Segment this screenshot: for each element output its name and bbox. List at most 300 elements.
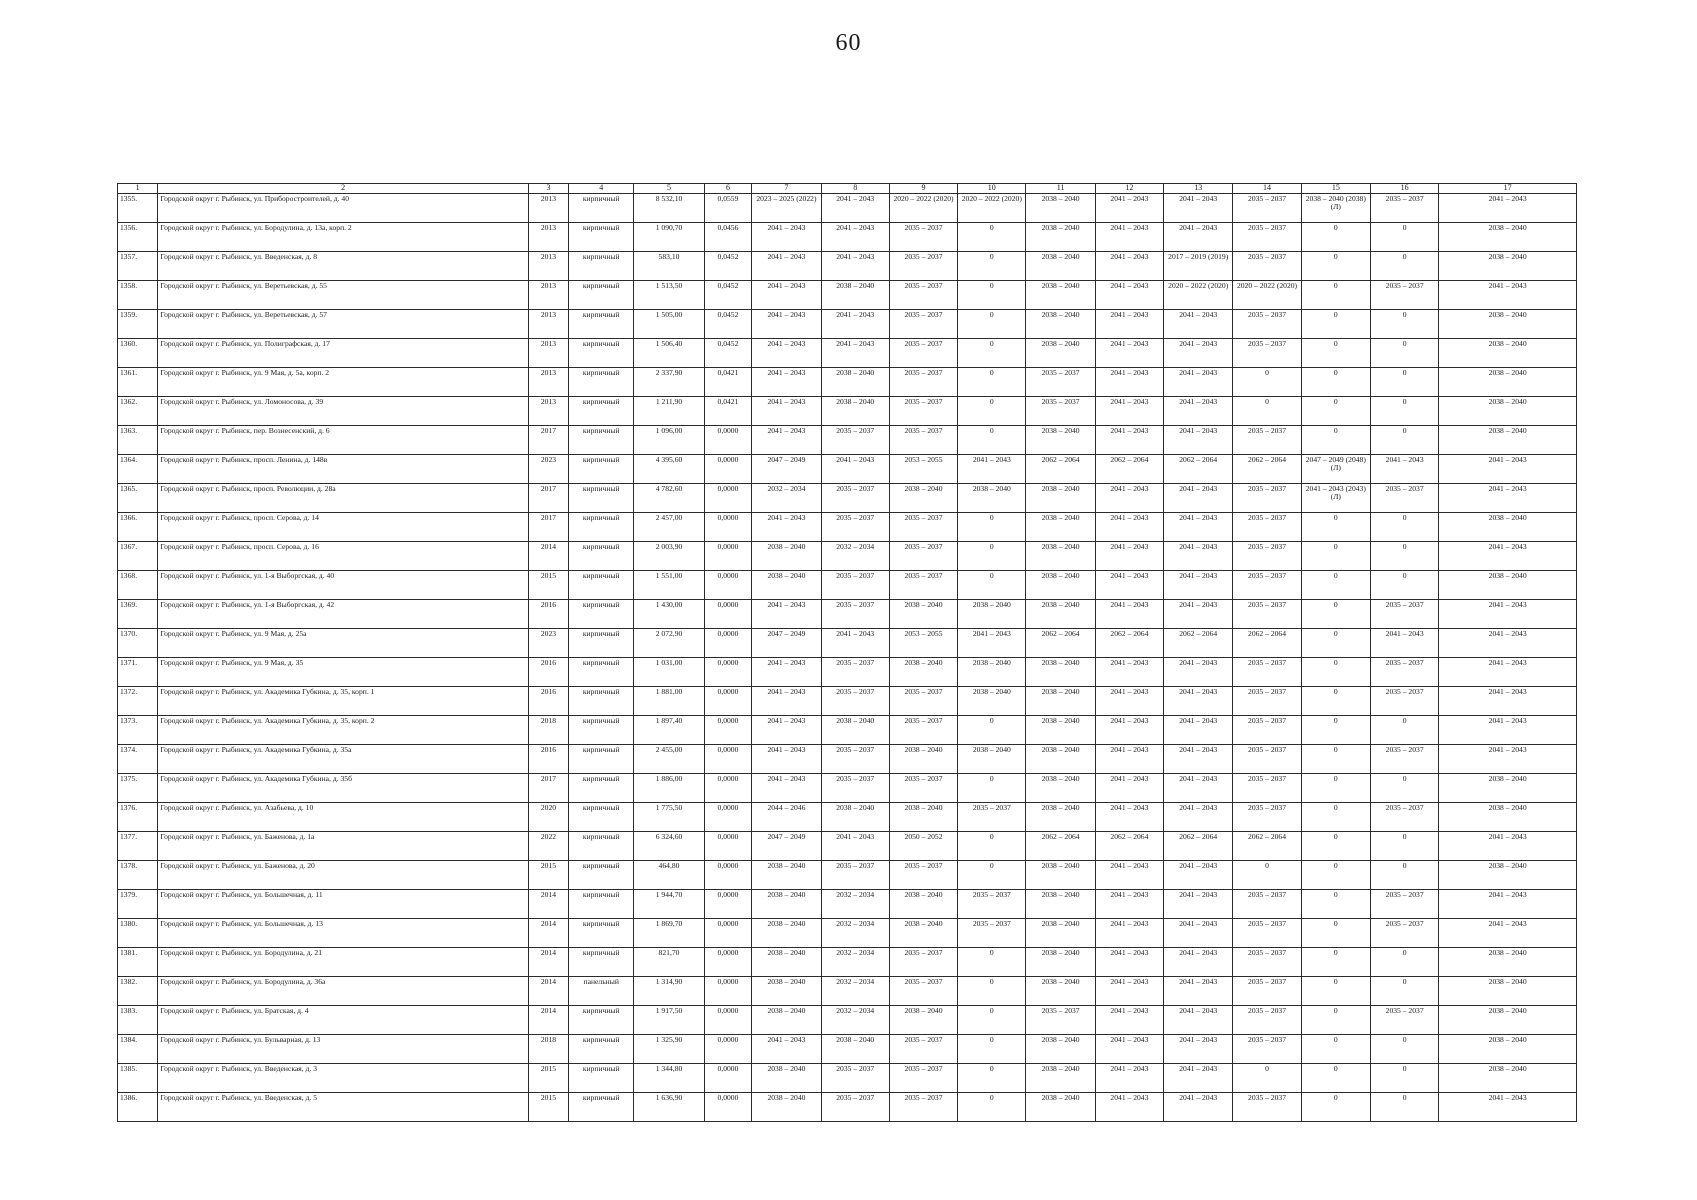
table-cell: 2041 – 2043 (752, 339, 821, 368)
table-cell: 0,0000 (704, 832, 752, 861)
table-cell: 2041 – 2043 (752, 716, 821, 745)
table-cell: 2038 – 2040 (1026, 716, 1095, 745)
table-cell: 2035 – 2037 (1233, 919, 1301, 948)
table-row (118, 426, 1577, 455)
table-cell: 2035 – 2037 (889, 861, 957, 890)
column-number: 10 (958, 184, 1026, 194)
table-cell: кирпичный (569, 368, 634, 397)
table-cell: 1380. (118, 919, 158, 948)
table-row (118, 310, 1577, 339)
column-number: 15 (1301, 184, 1370, 194)
table-cell: 2032 – 2034 (821, 919, 889, 948)
table-cell: кирпичный (569, 803, 634, 832)
table-cell: 2041 – 2043 (1164, 658, 1233, 687)
table-cell: 2020 (528, 803, 568, 832)
table-cell: 2041 – 2043 (1095, 803, 1163, 832)
table-cell: 2038 – 2040 (1026, 774, 1095, 803)
table-cell: 2035 – 2037 (1370, 687, 1438, 716)
table-cell: 0 (958, 774, 1026, 803)
table-cell: 1 325,90 (634, 1035, 704, 1064)
table-cell: 2038 – 2040 (889, 600, 957, 629)
table-row (118, 368, 1577, 397)
table-cell: 2041 – 2043 (958, 629, 1026, 658)
table-cell: 2038 – 2040 (1439, 977, 1577, 1006)
table-cell: 2041 – 2043 (1095, 542, 1163, 571)
table-cell: 2047 – 2049 (2048) (Л) (1301, 455, 1370, 484)
table-cell: 2038 – 2040 (1026, 919, 1095, 948)
table-cell: 2041 – 2043 (1164, 919, 1233, 948)
table-row (118, 745, 1577, 774)
table-cell: 0 (1301, 919, 1370, 948)
table-cell: 1 430,00 (634, 600, 704, 629)
column-number: 14 (1233, 184, 1301, 194)
column-number: 12 (1095, 184, 1163, 194)
table-cell: 0,0000 (704, 629, 752, 658)
table-cell: 2050 – 2052 (889, 832, 957, 861)
table-cell: 2017 – 2019 (2019) (1164, 252, 1233, 281)
table-cell: 2035 – 2037 (1233, 977, 1301, 1006)
column-number: 1 (118, 184, 158, 194)
table-cell: 2041 – 2043 (1095, 1035, 1163, 1064)
table-cell: 2038 – 2040 (752, 890, 821, 919)
table-cell: 2038 – 2040 (1439, 774, 1577, 803)
table-cell: Городской округ г. Рыбинск, ул. Полиграфская, д. 17 (158, 339, 528, 368)
table-cell: Городской округ г. Рыбинск, просп. Революции, д. 28а (158, 484, 528, 513)
table-cell: 0,0000 (704, 687, 752, 716)
table-cell: 0,0000 (704, 658, 752, 687)
table-cell: 2041 – 2043 (1164, 687, 1233, 716)
table-cell: 2041 – 2043 (1164, 890, 1233, 919)
table-cell: 2038 – 2040 (1026, 513, 1095, 542)
table-cell: 1 869,70 (634, 919, 704, 948)
table-cell: 2038 – 2040 (1439, 513, 1577, 542)
table-cell: 1363. (118, 426, 158, 455)
table-cell: 2035 – 2037 (821, 1093, 889, 1122)
table-cell: 0 (1301, 1093, 1370, 1122)
column-number: 13 (1164, 184, 1233, 194)
table-cell: 2017 (528, 484, 568, 513)
table-cell: 0 (958, 339, 1026, 368)
table-cell: 0 (1301, 629, 1370, 658)
table-cell: 2053 – 2055 (889, 455, 957, 484)
table-cell: 2038 – 2040 (821, 281, 889, 310)
table-cell: 1359. (118, 310, 158, 339)
table-cell: 0 (958, 252, 1026, 281)
table-cell: 2020 – 2022 (2020) (958, 194, 1026, 223)
table-cell: 2014 (528, 542, 568, 571)
table-cell: 4 395,60 (634, 455, 704, 484)
table-cell: 2041 – 2043 (1439, 194, 1577, 223)
table-cell: 2041 – 2043 (1164, 600, 1233, 629)
table-cell: 2041 – 2043 (1095, 310, 1163, 339)
table-cell: 2035 – 2037 (1233, 658, 1301, 687)
table-cell: 2041 – 2043 (1164, 397, 1233, 426)
table-cell: Городской округ г. Рыбинск, ул. Азабьева, д. 10 (158, 803, 528, 832)
table-cell: 2038 – 2040 (889, 658, 957, 687)
column-number-row (118, 184, 1577, 194)
table-cell: 1385. (118, 1064, 158, 1093)
table-cell: 0 (1370, 774, 1438, 803)
table-cell: 2062 – 2064 (1233, 455, 1301, 484)
table-cell: 2041 – 2043 (1095, 513, 1163, 542)
table-cell: 2035 – 2037 (889, 1035, 957, 1064)
table-cell: 2041 – 2043 (1164, 1064, 1233, 1093)
table-cell: 2041 – 2043 (821, 194, 889, 223)
table-cell: 0 (958, 1035, 1026, 1064)
table-cell: 0 (958, 977, 1026, 1006)
table-cell: 2041 – 2043 (1164, 484, 1233, 513)
table-cell: 2038 – 2040 (1026, 687, 1095, 716)
table-cell: 2041 – 2043 (752, 426, 821, 455)
table-cell: 2041 – 2043 (752, 310, 821, 339)
table-cell: Городской округ г. Рыбинск, ул. Большечная, д. 13 (158, 919, 528, 948)
table-cell: 2041 – 2043 (1095, 223, 1163, 252)
table-cell: 2038 – 2040 (1026, 281, 1095, 310)
table-cell: 2041 – 2043 (1164, 310, 1233, 339)
table-cell: 2062 – 2064 (1095, 629, 1163, 658)
table-cell: 2062 – 2064 (1095, 832, 1163, 861)
table-cell: 2038 – 2040 (1439, 1006, 1577, 1035)
table-cell: 2041 – 2043 (752, 368, 821, 397)
table-cell: 2016 (528, 600, 568, 629)
table-cell: Городской округ г. Рыбинск, ул. Бородулина, д. 13а, корп. 2 (158, 223, 528, 252)
table-cell: 2038 – 2040 (1026, 890, 1095, 919)
table-cell: 2017 (528, 774, 568, 803)
table-row (118, 484, 1577, 513)
table-cell: 0 (1370, 1093, 1438, 1122)
page-number: 60 (835, 30, 862, 56)
table-cell: 0 (1370, 716, 1438, 745)
table-cell: 2038 – 2040 (752, 861, 821, 890)
table-cell: 2035 – 2037 (1026, 1006, 1095, 1035)
table-cell: 2035 – 2037 (821, 513, 889, 542)
table-cell: 2041 – 2043 (752, 600, 821, 629)
table-cell: Городской округ г. Рыбинск, ул. Введенская, д. 8 (158, 252, 528, 281)
table-cell: кирпичный (569, 687, 634, 716)
table-cell: 1376. (118, 803, 158, 832)
table-cell: 2013 (528, 252, 568, 281)
table-row (118, 542, 1577, 571)
table-cell: 0,0000 (704, 890, 752, 919)
table-cell: 2038 – 2040 (1026, 977, 1095, 1006)
table-cell: панельный (569, 977, 634, 1006)
table-cell: 0 (1233, 397, 1301, 426)
table-cell: 0 (1301, 310, 1370, 339)
table-cell: 2041 – 2043 (1439, 484, 1577, 513)
table-cell: кирпичный (569, 832, 634, 861)
table-cell: 2038 – 2040 (889, 803, 957, 832)
table-cell: Городской округ г. Рыбинск, просп. Ленина, д. 148в (158, 455, 528, 484)
table-cell: Городской округ г. Рыбинск, ул. 1-я Выборгская, д. 42 (158, 600, 528, 629)
table-cell: Городской округ г. Рыбинск, ул. Веретьевская, д. 55 (158, 281, 528, 310)
table-cell: 2038 – 2040 (889, 745, 957, 774)
table-cell: 2038 – 2040 (1026, 745, 1095, 774)
table-cell: 1367. (118, 542, 158, 571)
table-cell: 2041 – 2043 (752, 658, 821, 687)
table-cell: кирпичный (569, 1093, 634, 1122)
table-cell: 0 (958, 1064, 1026, 1093)
column-number: 7 (752, 184, 821, 194)
table-cell: 2038 – 2040 (958, 600, 1026, 629)
table-cell: Городской округ г. Рыбинск, ул. Приборостроителей, д. 40 (158, 194, 528, 223)
table-cell: 2013 (528, 281, 568, 310)
table-cell: 2041 – 2043 (1164, 948, 1233, 977)
table-cell: 0 (1301, 426, 1370, 455)
table-cell: 2035 – 2037 (958, 890, 1026, 919)
table-cell: 2 455,00 (634, 745, 704, 774)
table-cell: 2047 – 2049 (752, 629, 821, 658)
table-cell: 0,0000 (704, 1006, 752, 1035)
table-cell: 2041 – 2043 (821, 339, 889, 368)
table-cell: 1 636,90 (634, 1093, 704, 1122)
table-cell: 0 (1301, 513, 1370, 542)
table-cell: 2038 – 2040 (1439, 397, 1577, 426)
table-cell: 0,0000 (704, 1035, 752, 1064)
table-cell: 2035 – 2037 (1026, 397, 1095, 426)
table-row (118, 687, 1577, 716)
table-cell: 2035 – 2037 (1233, 426, 1301, 455)
table-cell: 2038 – 2040 (1026, 600, 1095, 629)
table-cell: кирпичный (569, 745, 634, 774)
table-row (118, 600, 1577, 629)
table-cell: 2041 – 2043 (821, 455, 889, 484)
table-cell: 0 (1301, 397, 1370, 426)
table-cell: 2041 – 2043 (1439, 832, 1577, 861)
table-row (118, 890, 1577, 919)
column-number: 11 (1026, 184, 1095, 194)
table-cell: 2035 – 2037 (1370, 890, 1438, 919)
table-cell: 2014 (528, 1006, 568, 1035)
table-row (118, 977, 1577, 1006)
table-row (118, 252, 1577, 281)
table-cell: 2014 (528, 977, 568, 1006)
table-cell: 2041 – 2043 (1439, 542, 1577, 571)
table-cell: 2041 – 2043 (1164, 339, 1233, 368)
table-cell: 2035 – 2037 (1233, 1035, 1301, 1064)
table-cell: 2016 (528, 687, 568, 716)
table-cell: 2 457,00 (634, 513, 704, 542)
table-cell: 2035 – 2037 (1233, 716, 1301, 745)
table-cell: 8 532,10 (634, 194, 704, 223)
table-cell: 2041 – 2043 (752, 774, 821, 803)
table-cell: 2041 – 2043 (2043) (Л) (1301, 484, 1370, 513)
table-cell: 2041 – 2043 (1439, 600, 1577, 629)
table-cell: 2018 (528, 1035, 568, 1064)
table-cell: 2035 – 2037 (889, 310, 957, 339)
table-cell: 0 (1370, 426, 1438, 455)
table-cell: 2038 – 2040 (752, 542, 821, 571)
column-number: 17 (1439, 184, 1577, 194)
table-cell: 2038 – 2040 (1026, 426, 1095, 455)
table-cell: 0 (958, 832, 1026, 861)
table-cell: 1 314,90 (634, 977, 704, 1006)
table-cell: 2035 – 2037 (821, 426, 889, 455)
table-cell: 2014 (528, 948, 568, 977)
table-cell: 2038 – 2040 (889, 484, 957, 513)
table-cell: 2035 – 2037 (1370, 281, 1438, 310)
table-cell: 2047 – 2049 (752, 832, 821, 861)
table-cell: 2035 – 2037 (1233, 774, 1301, 803)
table-cell: 2032 – 2034 (821, 977, 889, 1006)
table-cell: Городской округ г. Рыбинск, ул. Большечная, д. 11 (158, 890, 528, 919)
table-cell: 0,0452 (704, 281, 752, 310)
table-row (118, 571, 1577, 600)
table-cell: Городской округ г. Рыбинск, ул. 9 Мая, д. 25а (158, 629, 528, 658)
table-cell: Городской округ г. Рыбинск, ул. Ломоносова, д. 39 (158, 397, 528, 426)
table-cell: 0,0000 (704, 455, 752, 484)
table-cell: 2038 – 2040 (752, 1093, 821, 1122)
table-cell: 0 (1370, 397, 1438, 426)
table-cell: 0 (1370, 571, 1438, 600)
table-cell: 0 (1370, 339, 1438, 368)
table-cell: 2016 (528, 658, 568, 687)
table-cell: кирпичный (569, 861, 634, 890)
table-cell: 2035 – 2037 (1370, 484, 1438, 513)
table-cell: 0 (1301, 687, 1370, 716)
table-cell: 2041 – 2043 (1095, 1064, 1163, 1093)
table-cell: 2041 – 2043 (752, 397, 821, 426)
table-cell: 2 003,90 (634, 542, 704, 571)
table-cell: 2038 – 2040 (821, 1035, 889, 1064)
table-row (118, 281, 1577, 310)
table-cell: 2035 – 2037 (821, 571, 889, 600)
table-cell: 0,0000 (704, 948, 752, 977)
table-cell: 2038 – 2040 (958, 745, 1026, 774)
table-cell: Городской округ г. Рыбинск, ул. Академика Губкина, д. 35, корп. 1 (158, 687, 528, 716)
table-cell: 2035 – 2037 (1233, 890, 1301, 919)
table-cell: 0 (1370, 977, 1438, 1006)
table-cell: 2041 – 2043 (1095, 861, 1163, 890)
table-cell: 2038 – 2040 (1026, 1064, 1095, 1093)
table-cell: 1372. (118, 687, 158, 716)
table-cell: 2041 – 2043 (1095, 890, 1163, 919)
table-cell: 4 782,60 (634, 484, 704, 513)
table-cell: 2038 – 2040 (752, 1064, 821, 1093)
table-cell: 2014 (528, 890, 568, 919)
table-cell: 2041 – 2043 (1095, 687, 1163, 716)
table-cell: 1357. (118, 252, 158, 281)
table-cell: 2035 – 2037 (889, 339, 957, 368)
table-cell: 2035 – 2037 (958, 919, 1026, 948)
table-cell: 0 (1301, 745, 1370, 774)
table-cell: Городской округ г. Рыбинск, ул. Братская, д. 4 (158, 1006, 528, 1035)
table-cell: 2035 – 2037 (1233, 1093, 1301, 1122)
table-cell: 0,0000 (704, 977, 752, 1006)
table-cell: 2035 – 2037 (889, 1093, 957, 1122)
table-cell: 2035 – 2037 (889, 977, 957, 1006)
table-cell: 0 (958, 948, 1026, 977)
table-cell: 1386. (118, 1093, 158, 1122)
table-cell: 2038 – 2040 (1439, 803, 1577, 832)
table-cell: 2014 (528, 919, 568, 948)
table-cell: 2038 – 2040 (889, 890, 957, 919)
table-cell: 1 881,00 (634, 687, 704, 716)
table-cell: 2041 – 2043 (1095, 745, 1163, 774)
table-cell: 1384. (118, 1035, 158, 1064)
table-cell: 1381. (118, 948, 158, 977)
table-cell: Городской округ г. Рыбинск, ул. 9 Мая, д. 35 (158, 658, 528, 687)
table-cell: кирпичный (569, 919, 634, 948)
table-cell: 1378. (118, 861, 158, 890)
table-cell: 2041 – 2043 (1164, 513, 1233, 542)
table-cell: 0,0000 (704, 426, 752, 455)
table-cell: 2035 – 2037 (889, 948, 957, 977)
table-cell: 2035 – 2037 (1233, 948, 1301, 977)
table-cell: 2035 – 2037 (889, 223, 957, 252)
table-cell: 0,0000 (704, 600, 752, 629)
table-cell: 2015 (528, 861, 568, 890)
table-cell: 2041 – 2043 (752, 513, 821, 542)
table-body (118, 194, 1577, 1122)
table-cell: 2023 (528, 455, 568, 484)
table-cell: 2041 – 2043 (1164, 774, 1233, 803)
table-cell: 0 (1301, 1064, 1370, 1093)
table-cell: 2041 – 2043 (752, 687, 821, 716)
table-cell: кирпичный (569, 194, 634, 223)
table-cell: 2017 (528, 426, 568, 455)
table-cell: 2041 – 2043 (1095, 397, 1163, 426)
table-cell: 2041 – 2043 (1095, 977, 1163, 1006)
table-cell: 2035 – 2037 (1370, 1006, 1438, 1035)
table-cell: 0 (1233, 368, 1301, 397)
table-cell: 2032 – 2034 (821, 948, 889, 977)
table-cell: 0,0000 (704, 803, 752, 832)
table-cell: 2041 – 2043 (821, 310, 889, 339)
table-cell: 2035 – 2037 (889, 774, 957, 803)
table-cell: 2038 – 2040 (752, 977, 821, 1006)
table-cell: 2035 – 2037 (821, 687, 889, 716)
table-cell: 1 096,00 (634, 426, 704, 455)
table-cell: 2 337,90 (634, 368, 704, 397)
table-cell: 0 (958, 223, 1026, 252)
table-cell: Городской округ г. Рыбинск, ул. Введенская, д. 5 (158, 1093, 528, 1122)
table-cell: 2041 – 2043 (1164, 861, 1233, 890)
table-cell: кирпичный (569, 1064, 634, 1093)
table-cell: 1364. (118, 455, 158, 484)
table-cell: 2038 – 2040 (1439, 948, 1577, 977)
table-cell: 1355. (118, 194, 158, 223)
table-cell: 2023 (528, 629, 568, 658)
table-cell: 2035 – 2037 (889, 368, 957, 397)
table-cell: 0 (958, 281, 1026, 310)
table-cell: 0,0421 (704, 368, 752, 397)
table-cell: кирпичный (569, 513, 634, 542)
table-cell: 2035 – 2037 (821, 861, 889, 890)
table-cell: 2062 – 2064 (1164, 629, 1233, 658)
table-cell: 0 (1301, 542, 1370, 571)
table-cell: 2038 – 2040 (1026, 223, 1095, 252)
table-cell: 2041 – 2043 (1095, 600, 1163, 629)
table-cell: 2038 – 2040 (1439, 368, 1577, 397)
table-cell: 0,0000 (704, 861, 752, 890)
table-cell: 2041 – 2043 (1095, 716, 1163, 745)
table-cell: 2038 – 2040 (958, 687, 1026, 716)
table-cell: 2038 – 2040 (889, 919, 957, 948)
table-cell: 0 (1370, 542, 1438, 571)
table-cell: 2035 – 2037 (889, 716, 957, 745)
table-cell: 2035 – 2037 (821, 745, 889, 774)
table-cell: 0 (1370, 1064, 1438, 1093)
table-cell: 0 (958, 426, 1026, 455)
table-cell: 0 (1301, 600, 1370, 629)
table-cell: 1 344,80 (634, 1064, 704, 1093)
table-cell: 0 (1301, 977, 1370, 1006)
table-cell: 2041 – 2043 (1095, 1093, 1163, 1122)
table-cell: 2022 (528, 832, 568, 861)
table-cell: 2041 – 2043 (1439, 716, 1577, 745)
table-cell: 0 (1370, 948, 1438, 977)
table-row (118, 774, 1577, 803)
